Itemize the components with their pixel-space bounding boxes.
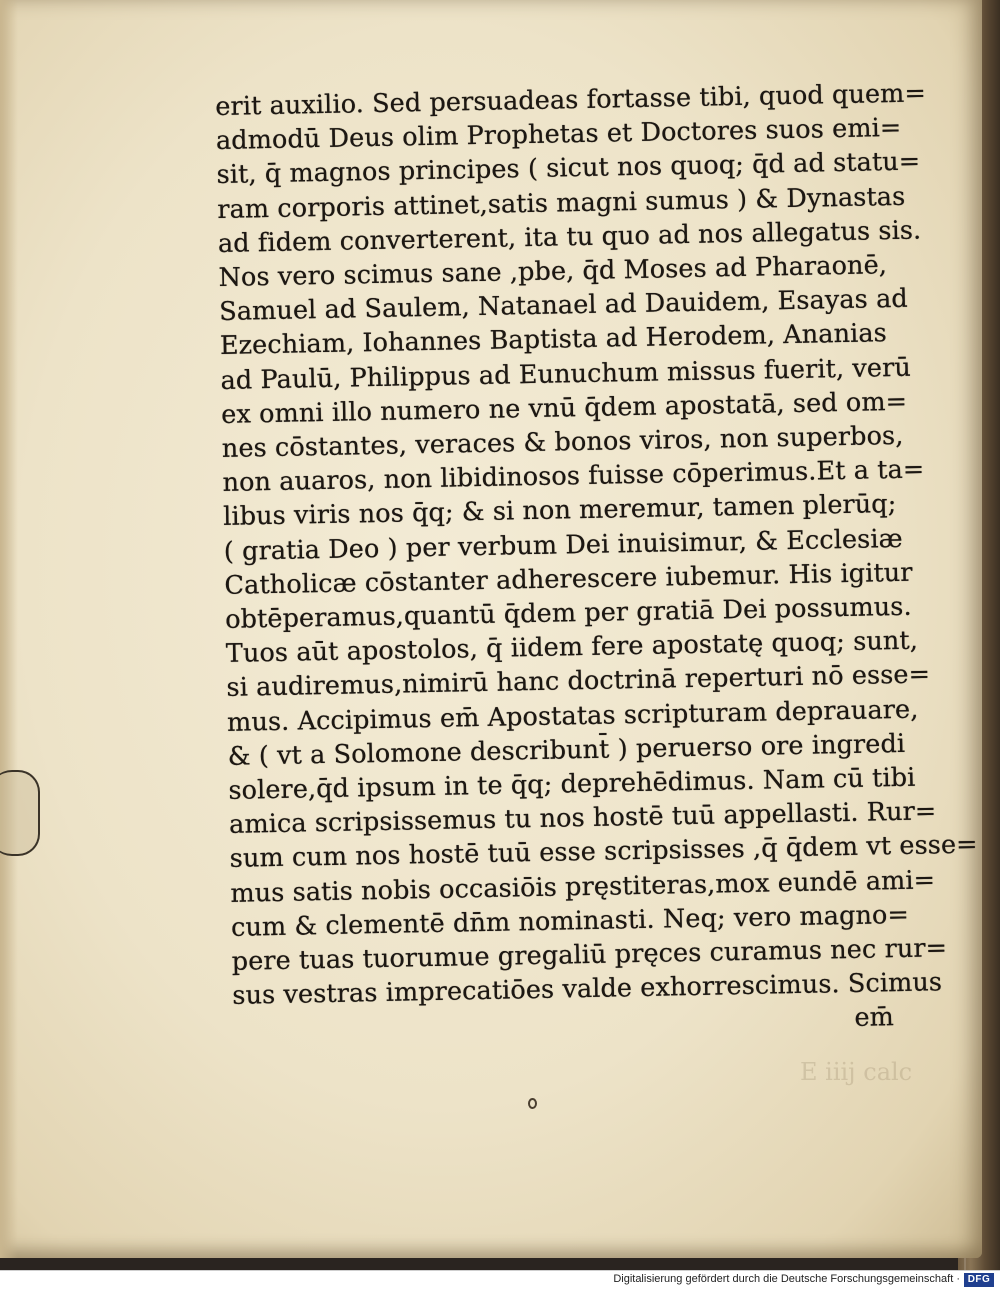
page-clip-mark <box>0 770 40 856</box>
text-line: admodū Deus olim Prophetas et Doctores suos emi= <box>215 113 902 157</box>
text-line: sum cum nos hostē tuū esse scripsisses ,q̄ q̄dem vt esse= <box>229 829 978 875</box>
text-line: Nos vero scimus sane ,pbe, q̄d Moses ad Pharaonē, <box>218 250 888 293</box>
page-gutter-shadow <box>0 0 18 1258</box>
text-line: obtēperamus,quantū q̄dem per gratiā Dei possumus. <box>224 591 912 635</box>
text-line: si audiremus,nimirū hanc doctrinā reperturi nō esse= <box>226 659 931 704</box>
text-line: Tuos aūt apostolos, q̄ iidem fere apostatę quoq; sunt, <box>225 625 919 670</box>
text-line: sus vestras imprecatiōes valde exhorrescimus. Scimus <box>232 967 943 1012</box>
text-line: solere,q̄d ipsum in te q̄q; deprehēdimus. Nam cū tibi <box>228 762 916 806</box>
text-line: mus. Accipimus em̄ Apostatas scripturam deprauare, <box>226 694 919 738</box>
text-line: Samuel ad Saulem, Natanael ad Dauidem, Esayas ad <box>218 283 909 328</box>
text-line: mus satis nobis occasiōis pręstiteras,mox eundē ami= <box>230 864 936 909</box>
text-line: ad Paulū, Philippus ad Eunuchum missus fuerit, verū <box>220 352 912 396</box>
text-line: amica scripsissemus tu nos hostē tuū appellasti. Rur= <box>228 796 937 841</box>
text-line: ad fidem converterent, ita tu quo ad nos allegatus sis. <box>217 215 922 259</box>
text-line: libus viris nos q̄q; & si non meremur, tamen plerūq; <box>222 489 897 533</box>
dfg-logo: DFG <box>964 1273 994 1287</box>
show-through-signature: E iiij calc <box>800 1058 913 1086</box>
text-line: erit auxilio. Sed persuadeas fortasse tibi, quod quem= <box>215 78 927 122</box>
text-line: sit, q̄ magnos principes ( sicut nos quoq; q̄d ad statu= <box>216 146 921 191</box>
catchword: em̄ <box>854 1002 895 1034</box>
text-line: ex omni illo numero ne vnū q̄dem apostatā, sed om= <box>220 386 908 430</box>
text-line: ram corporis attinet,satis magni sumus ) & Dynastas <box>217 181 906 225</box>
ink-spot <box>528 1098 537 1109</box>
footer-bar <box>0 1270 1000 1289</box>
text-line: pere tuas tuorumue gregaliū pręces curamus nec rur= <box>231 933 948 977</box>
text-line: cum & clementē dn̄m nominasti. Neq; vero magno= <box>230 899 910 943</box>
text-line: non auaros, non libidinosos fuisse cōperimus.Et a ta= <box>222 454 925 499</box>
text-line: & ( vt a Solomone describunt̄ ) peruerso ore ingredi <box>227 728 906 772</box>
text-line: nes cōstantes, veraces & bonos viros, non superbos, <box>221 420 904 464</box>
printed-text-block <box>215 77 978 1047</box>
text-line: Catholicæ cōstanter adherescere iubemur. His igitur <box>224 557 913 601</box>
text-line: Ezechiam, Iohannes Baptista ad Herodem, Ananias <box>219 318 888 362</box>
funding-credit: Digitalisierung gefördert durch die Deutsche Forschungsgemeinschaft · <box>613 1273 960 1285</box>
text-line: ( gratia Deo ) per verbum Dei inuisimur, & Ecclesiæ <box>223 523 903 567</box>
